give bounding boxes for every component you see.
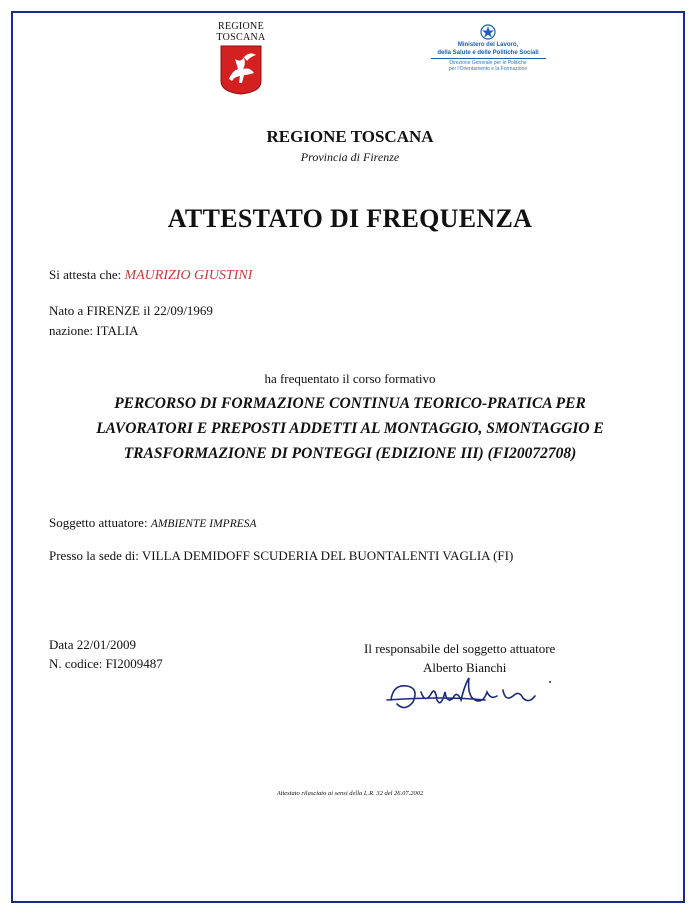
venue-line: Presso la sede di: VILLA DEMIDOFF SCUDERIA DEL BUONTALENTI VAGLIA (FI) — [49, 548, 514, 563]
ministero-divider — [431, 58, 546, 59]
certificate-code: N. codice: FI2009487 — [49, 656, 163, 671]
regione-logo-label: REGIONE TOSCANA — [216, 21, 266, 43]
responsible-name: Alberto Bianchi — [423, 660, 507, 675]
course-intro: ha frequentato il corso formativo — [264, 371, 436, 386]
birth-info: Nato a FIRENZE il 22/09/1969 — [49, 303, 213, 318]
signature-icon — [385, 670, 565, 720]
attest-line — [49, 267, 252, 284]
institution-title: REGIONE TOSCANA — [266, 127, 434, 146]
ministero-line-2: della Salute e delle Politiche Sociali — [437, 50, 539, 56]
province-subtitle: Provincia di Firenze — [300, 150, 400, 164]
certificate-page — [11, 11, 685, 903]
ministero-line-1: Ministero del Lavoro, — [457, 42, 519, 48]
provider-value: AMBIENTE IMPRESA — [150, 518, 257, 530]
course-title-line-1: PERCORSO DI FORMAZIONE CONTINUA TEORICO-PRATICA PER — [114, 395, 586, 412]
recipient-name: MAURIZIO GIUSTINI — [124, 268, 253, 283]
attest-label: Si attesta che: — [49, 267, 122, 282]
course-title — [13, 391, 687, 466]
responsible-label: Il responsabile del soggetto attuatore — [364, 641, 556, 656]
ministero-line-3: Direzione Generale per le Politiche — [449, 60, 527, 66]
nationality-info: nazione: ITALIA — [49, 323, 139, 338]
ministero-line-4: per l'Orientamento e la Formazione — [448, 66, 528, 72]
course-title-line-2: LAVORATORI E PREPOSTI ADDETTI AL MONTAGGIO, SMONTAGGIO E — [96, 420, 604, 437]
pegasus-shield-icon — [220, 45, 262, 95]
regione-toscana-logo — [206, 21, 276, 95]
ministero-emblem-icon — [479, 23, 497, 41]
issue-date: Data 22/01/2009 — [49, 637, 137, 652]
provider-label: Soggetto attuatore: — [49, 515, 148, 530]
legal-note: Attestato rilasciato ai sensi della L.R. 32 del 26.07.2002 — [276, 790, 424, 797]
provider-line — [49, 515, 257, 531]
course-title-line-3: TRASFORMAZIONE DI PONTEGGI (EDIZIONE III) (FI20072708) — [123, 445, 577, 462]
ministero-logo — [423, 23, 553, 72]
certificate-title: ATTESTATO DI FREQUENZA — [167, 204, 533, 233]
